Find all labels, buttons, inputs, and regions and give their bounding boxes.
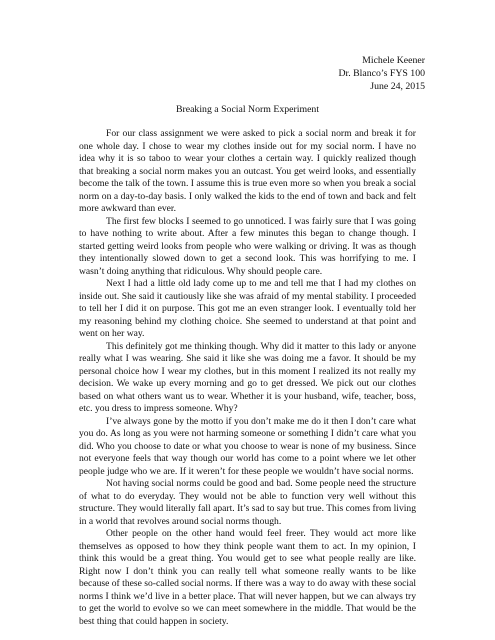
document-header (338, 54, 425, 93)
paragraph: This definitely got me thinking though. Why did it matter to this lady or anyone really what I was wearing. She said it like she was doing me a favor. It should be my personal choice how I wear my clothes, but in this moment I realized its not really my decision. We wake up every morning and go to get dressed. We pick out our clothes based on what others want us to wear. Whether it is your husband, wife, teacher, boss, etc. you dress to impress someone. Why? (79, 340, 416, 414)
document-date: June 24, 2015 (370, 81, 425, 92)
author-name: Michele Keener (362, 55, 425, 66)
paragraph: For our class assignment we were asked to pick a social norm and break it for one whole day. I chose to wear my clothes inside out for my social norm. I have no idea why it is so taboo to wear your clothes a certain way. I quickly realized though that breaking a social norm makes you an outcast. You get weird looks, and essentially become the talk of the town. I assume this is true even more so when you break a social norm on a day-to-day basis. I only walked the kids to the end of town and back and felt more awkward than ever. (79, 128, 416, 214)
paragraph: The first few blocks I seemed to go unnoticed. I was fairly sure that I was going to have nothing to write about. After a few minutes this began to change though. I started getting weird looks from people who were walking or driving. It was as though they intentionally slowed down to get a second look. This was horrifying to me. I wasn’t doing anything that ridiculous. Why should people care. (79, 215, 416, 277)
course-name: Dr. Blanco’s FYS 100 (338, 68, 425, 79)
paragraph: Not having social norms could be good and bad. Some people need the structure of what to do everyday. They would not be able to function very well without this structure. They would literally fall apart. It’s sad to say but true. This comes from living in a world that revolves around social norms though. (79, 478, 416, 527)
document-title: Breaking a Social Norm Experiment (175, 104, 320, 115)
paragraph: Other people on the other hand would feel freer. They would act more like themselves as opposed to how they think people want them to act. In my opinion, I think this would be a great thing. You would get to see what people really are like. Right now I don’t think you can really tell what someone really wants to be like because of these so-called social norms. If there was a way to do away with these social norms I think we’d live in a better place. That will never happen, but we can always try to get the world to evolve so we can meet somewhere in the middle. That would be the best thing that could happen in society. (79, 528, 416, 627)
paragraph: I’ve always gone by the motto if you don’t make me do it then I don’t care what you do. As long as you were not harming someone or something I didn’t care what you did. Who you choose to date or what you choose to wear is none of my business. Since not everyone feels that way though our world has come to a point where we let other people judge who we are. If it weren’t for these people we wouldn’t have social norms. (79, 415, 416, 477)
paragraph: Next I had a little old lady come up to me and tell me that I had my clothes on inside out. She said it cautiously like she was afraid of my mental stability. I proceeded to tell her I did it on purpose. This got me an even stranger look. I eventually told her my reasoning behind my clothing choice. She seemed to understand at that point and went on her way. (79, 278, 416, 339)
document-body (79, 128, 416, 628)
